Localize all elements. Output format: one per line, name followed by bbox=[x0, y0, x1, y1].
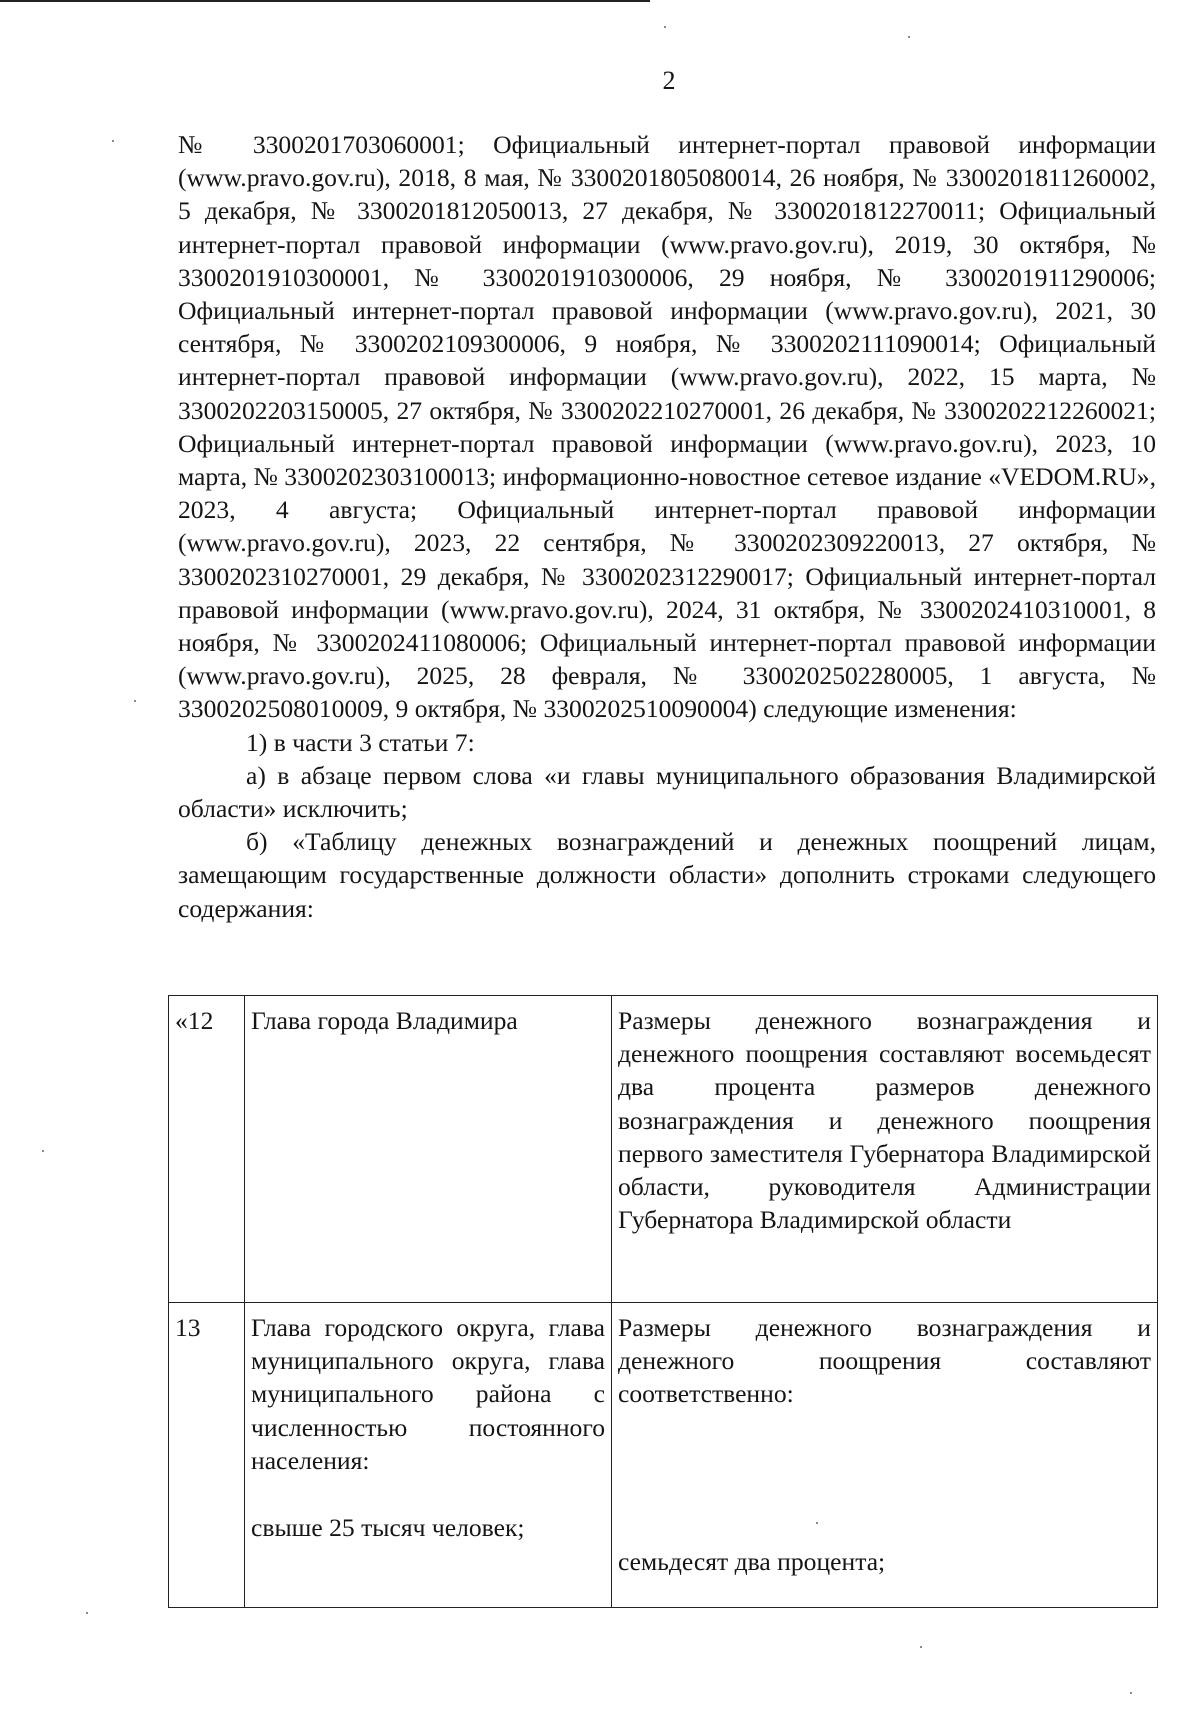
scan-speck bbox=[1130, 1692, 1132, 1694]
scan-speck bbox=[664, 26, 666, 28]
scan-top-edge bbox=[0, 0, 650, 2]
document-body bbox=[178, 128, 1156, 925]
scan-speck bbox=[42, 1150, 44, 1152]
scan-speck bbox=[86, 1612, 88, 1614]
row-number: «12 bbox=[169, 996, 245, 1303]
page-number: 2 bbox=[662, 66, 676, 95]
description-subtext: семьдесят два процента; bbox=[618, 1546, 886, 1576]
description-cell bbox=[612, 996, 1158, 1303]
amendment-item-1b: б) «Таблицу денежных вознаграждений и денежных поощрений лицам, замещающим государственные должности области» дополнить строками следующего содержания: bbox=[178, 827, 1156, 923]
scan-speck bbox=[920, 1646, 922, 1648]
amendment-item-1a: а) в абзаце первом слова «и главы муниципального образования Владимирской области» исключить; bbox=[178, 760, 1156, 824]
description-text: Размеры денежного вознаграждения и денежного поощрения составляют соответственно: bbox=[618, 1313, 1151, 1409]
description-cell bbox=[612, 1303, 1158, 1608]
scan-speck bbox=[134, 700, 136, 702]
scan-speck bbox=[112, 140, 114, 142]
description-text: Размеры денежного вознаграждения и денежного поощрения составляют восемьдесят два процента размеров денежного вознаграждения и денежного поощрения первого заместителя Губернатора Владимирской области, руководителя Администрации Губернатора Владимирской области bbox=[618, 1006, 1151, 1235]
table-row bbox=[169, 996, 1158, 1303]
preamble-paragraph: № 3300201703060001; Официальный интернет-портал правовой информации (www.pravo.gov.ru), 2018, 8 мая, № 3300201805080014, 26 ноября, № 3300201811260002, 5 декабря, № 3300201812050013, 27 декабря, № 3300201812270011; Официальный интернет-портал правовой информации (www.pravo.gov.ru), 2019, 30 октября, № 3300201910300001, № 3300201910300006, 29 ноября, № 3300201911290006; Официальный интернет-портал правовой информации (www.pravo.gov.ru), 2021, 30 сентября, № 3300202109300006, 9 ноября, № 3300202111090014; Официальный интернет-портал правовой информации (www.pravo.gov.ru), 2022, 15 марта, № 3300202203150005, 27 октября, № 3300202210270001, 26 декабря, № 3300202212260021; Официальный интернет-портал правовой информации (www.pravo.gov.ru), 2023, 10 марта, № 3300202303100013; информационно-новостное сетевое издание «VEDOM.RU», 2023, 4 августа; Официальный интернет-портал правовой информации (www.pravo.gov.ru), 2023, 22 сентября, № 3300202309220013, 27 октября, № 3300202310270001, 29 декабря, № 3300202312290017; Официальный интернет-портал правовой информации (www.pravo.gov.ru), 2024, 31 октября, № 3300202410310001, 8 ноября, № 3300202411080006; Официальный интернет-портал правовой информации (www.pravo.gov.ru), 2025, 28 февраля, № 3300202502280005, 1 августа, № 3300202508010009, 9 октября, № 3300202510090004) следующие изменения: bbox=[178, 130, 1156, 724]
row-number: 13 bbox=[169, 1303, 245, 1608]
position-text: Глава городского округа, глава муниципального округа, глава муниципального района с численностью постоянного населения: bbox=[251, 1313, 605, 1475]
position-cell bbox=[245, 1303, 612, 1608]
amendment-item-1: 1) в части 3 статьи 7: bbox=[246, 727, 475, 757]
position-subtext: свыше 25 тысяч человек; bbox=[251, 1513, 525, 1543]
position-cell: Глава города Владимира bbox=[245, 996, 612, 1303]
remuneration-table bbox=[168, 995, 1158, 1608]
table-row bbox=[169, 1303, 1158, 1608]
scan-speck bbox=[908, 36, 910, 38]
